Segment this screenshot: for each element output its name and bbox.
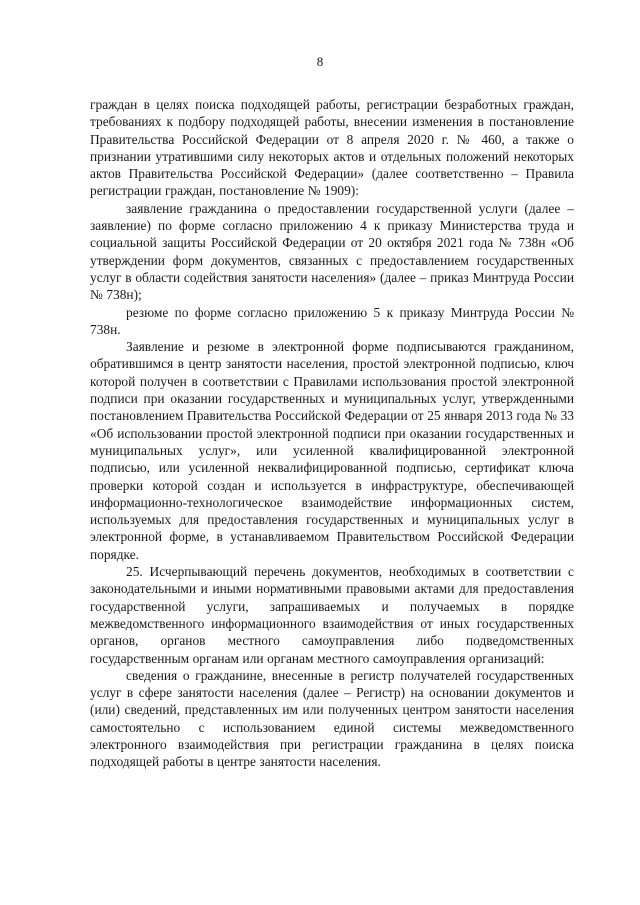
paragraph: Заявление и резюме в электронной форме подписываются гражданином, обратившимся в центр занятости населения, простой электронной подписью, ключ которой получен в соответствии с Правилами использования простой электронной подписи при оказании государственных и муниципальных услуг, утвержденными постановлением Правительства Российской Федерации от 25 января 2013 года № 33 «Об использовании простой электронной подписи при оказании государственных и муниципальных услуг», или усиленной квалифицированной электронной подписью, или усиленной неквалифицированной подписью, сертификат ключа проверки которой создан и используется в инфраструктуре, обеспечивающей информационно-технологическое взаимодействие информационных систем, используемых для предоставления государственных и муниципальных услуг в электронной форме, в устанавливаемом Правительством Российской Федерации порядке.	[90, 339, 574, 562]
page-number: 8	[316, 54, 324, 69]
paragraph: заявление гражданина о предоставлении государственной услуги (далее – заявление) по форме согласно приложению 4 к приказу Министерства труда и социальной защиты Российской Федерации от 20 октября 2021 года № 738н «Об утверждении форм документов, связанных с предоставлением государственных услуг в области содействия занятости населения» (далее – приказ Минтруда России № 738н);	[90, 200, 574, 303]
body-text	[90, 96, 574, 771]
paragraph: 25. Исчерпывающий перечень документов, необходимых в соответствии с законодательными и иными нормативными правовыми актами для предоставления государственной услуги, запрашиваемых и получаемых в порядке межведомственного информационного взаимодействия от иных государственных органов, органов местного самоуправления либо подведомственных государственным органам или органам местного самоуправления организаций:	[90, 564, 574, 666]
paragraph: граждан в целях поиска подходящей работы, регистрации безработных граждан, требованиях к подбору подходящей работы, внесении изменения в постановление Правительства Российской Федерации от 8 апреля 2020 г. № 460, а также о признании утратившими силу некоторых актов и отдельных положений некоторых актов Правительства Российской Федерации» (далее соответственно – Правила регистрации граждан, постановление № 1909):	[90, 97, 574, 199]
paragraph: сведения о гражданине, внесенные в регистр получателей государственных услуг в сфере занятости населения (далее – Регистр) на основании документов и (или) сведений, представленных им или полученных центром занятости населения самостоятельно с использованием единой системы межведомственного электронного взаимодействия при регистрации гражданина в целях поиска подходящей работы в центре занятости населения.	[90, 667, 574, 770]
paragraph: резюме по форме согласно приложению 5 к приказу Минтруда России № 738н.	[90, 304, 574, 337]
